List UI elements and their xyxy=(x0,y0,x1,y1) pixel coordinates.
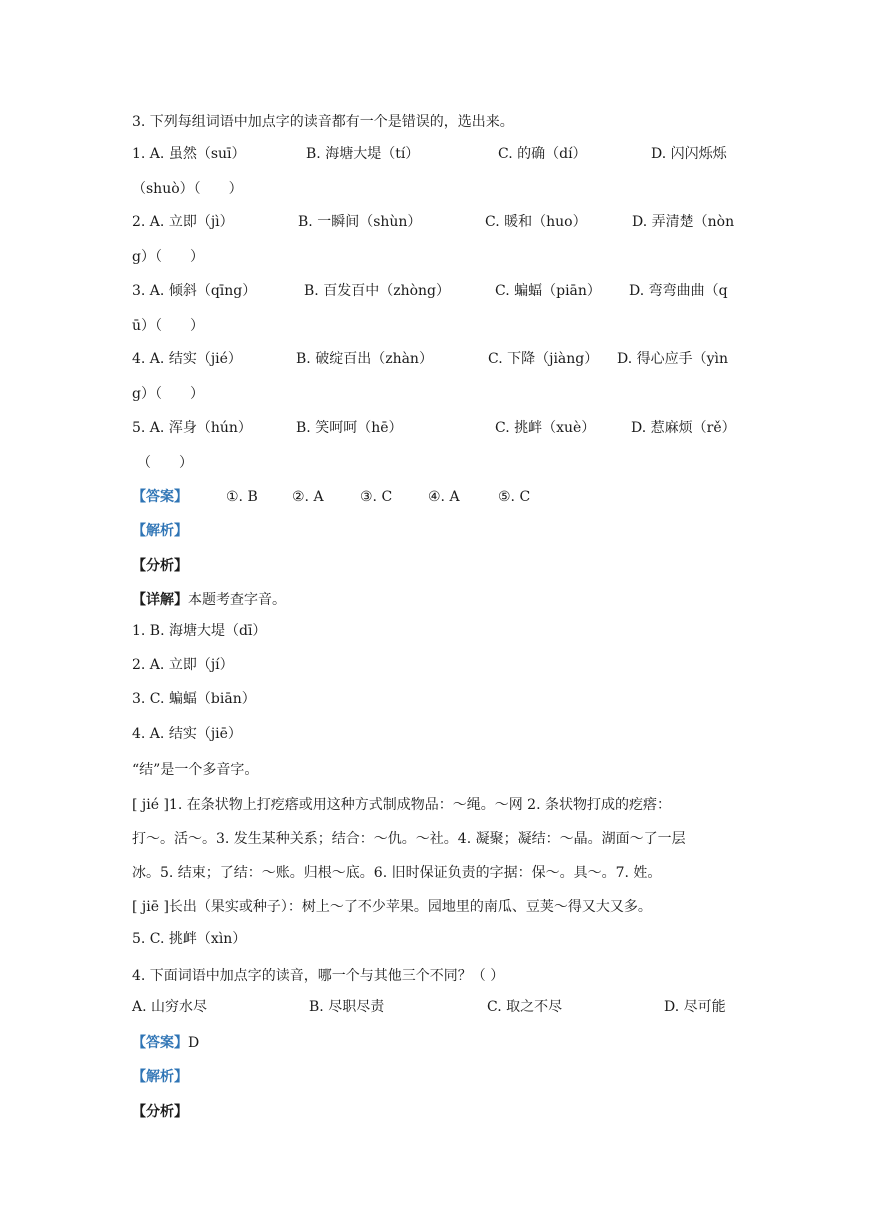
q3-row5-wrap: （ ） xyxy=(137,455,193,471)
xiangjie-line xyxy=(132,590,286,610)
fenxi-tag: 【分析】 xyxy=(132,558,188,574)
q3-row4-wrap: g）（ ） xyxy=(132,386,204,402)
q3-row4-option-c: C. 下降（jiàng） xyxy=(488,351,599,367)
answer-1: ①. B xyxy=(226,489,258,505)
q3-row3-option-a: 3. A. 倾斜（qīng） xyxy=(132,283,257,299)
q3-row1-option-d: D. 闪闪烁烁 xyxy=(651,146,727,162)
q4-option-d: D. 尽可能 xyxy=(664,999,726,1015)
detail-line: 冰。5. 结束；了结：～账。归根～底。6. 旧时保证负责的字据：保～。具～。7. 姓。 xyxy=(132,865,662,881)
q3-row2-option-c: C. 暖和（huo） xyxy=(485,214,587,230)
q3-row2-option-d: D. 弄清楚（nòn xyxy=(632,214,735,230)
answer-5: ⑤. C xyxy=(498,489,531,505)
detail-line: 5. C. 挑衅（xìn） xyxy=(132,931,247,947)
question-4-stem: 4. 下面词语中加点字的读音，哪一个与其他三个不同？（ ） xyxy=(132,968,505,984)
q3-row1-option-c: C. 的确（dí） xyxy=(498,146,587,162)
q3-row2-option-b: B. 一瞬间（shùn） xyxy=(298,214,422,230)
detail-line: [ jiē ]长出（果实或种子）：树上～了不少苹果。园地里的南瓜、豆荚～得又大又多。 xyxy=(132,899,652,915)
q3-row1-option-a: 1. A. 虽然（suī） xyxy=(132,146,246,162)
q3-row4-option-d: D. 得心应手（yìn xyxy=(617,351,729,367)
detail-line: 4. A. 结实（jiē） xyxy=(132,726,242,742)
detail-line: 打～。活～。3. 发生某种关系；结合：～仇。～社。4. 凝聚；凝结：～晶。湖面～了一层 xyxy=(132,831,686,847)
answer-tag: 【答案】 xyxy=(132,1035,188,1051)
q3-row3-option-c: C. 蝙蝠（piān） xyxy=(495,283,601,299)
q4-option-c: C. 取之不尽 xyxy=(487,999,563,1015)
jiexi-tag: 【解析】 xyxy=(132,1069,188,1085)
q3-row5-option-c: C. 挑衅（xuè） xyxy=(495,420,596,436)
q3-row3-option-d: D. 弯弯曲曲（q xyxy=(629,283,728,299)
q3-row2-option-a: 2. A. 立即（jì） xyxy=(132,214,234,230)
question-4-answer xyxy=(132,1033,199,1053)
q3-row1-wrap: （shuò）（ ） xyxy=(132,181,243,197)
q3-row5-option-d: D. 惹麻烦（rě） xyxy=(631,420,736,436)
answer-2: ②. A xyxy=(292,489,324,505)
q3-row5-option-a: 5. A. 浑身（hún） xyxy=(132,420,252,436)
q3-row5-option-b: B. 笑呵呵（hē） xyxy=(296,420,403,436)
detail-line: 2. A. 立即（jí） xyxy=(132,657,234,673)
q4-option-b: B. 尽职尽责 xyxy=(309,999,385,1015)
q3-row3-option-b: B. 百发百中（zhòng） xyxy=(304,283,450,299)
xiangjie-text: 本题考查字音。 xyxy=(188,592,286,608)
q3-row1-option-b: B. 海塘大堤（tí） xyxy=(306,146,420,162)
fenxi-tag: 【分析】 xyxy=(132,1104,188,1120)
xiangjie-tag: 【详解】 xyxy=(132,592,188,608)
q3-row2-wrap: g）（ ） xyxy=(132,249,204,265)
answer-3: ③. C xyxy=(360,489,393,505)
detail-line: 1. B. 海塘大堤（dī） xyxy=(132,623,267,639)
q3-row4-option-a: 4. A. 结实（jié） xyxy=(132,351,242,367)
answer-value: D xyxy=(188,1035,200,1051)
question-3-stem: 3. 下列每组词语中加点字的读音都有一个是错误的，选出来。 xyxy=(132,114,514,130)
answer-tag: 【答案】 xyxy=(132,489,188,505)
detail-line: [ jié ]1. 在条状物上打疙瘩或用这种方式制成物品：～绳。～网 2. 条状物打成的疙瘩： xyxy=(132,797,671,813)
q3-row3-wrap: ū）（ ） xyxy=(132,318,205,334)
q4-option-a: A. 山穷水尽 xyxy=(132,999,208,1015)
detail-line: “结”是一个多音字。 xyxy=(132,762,259,778)
jiexi-tag: 【解析】 xyxy=(132,523,188,539)
q3-row4-option-b: B. 破绽百出（zhàn） xyxy=(296,351,433,367)
answer-4: ④. A xyxy=(428,489,460,505)
detail-line: 3. C. 蝙蝠（biān） xyxy=(132,691,256,707)
